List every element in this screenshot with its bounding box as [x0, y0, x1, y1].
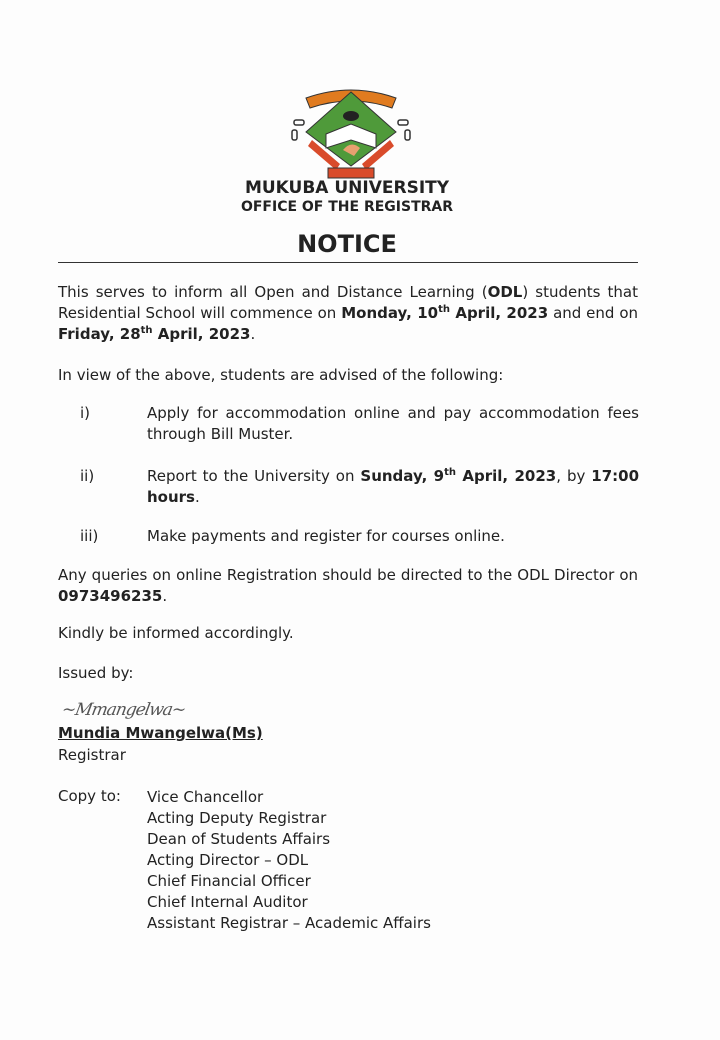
copy-recipient: Vice Chancellor — [147, 788, 264, 806]
copy-recipient: Acting Director – ODL — [147, 851, 309, 869]
copy-recipient: Dean of Students Affairs — [147, 830, 331, 848]
issued-by-label: Issued by: — [58, 664, 134, 682]
copy-recipient: Chief Internal Auditor — [147, 893, 308, 911]
university-logo — [288, 84, 414, 180]
signatory-title: Registrar — [58, 746, 126, 764]
queries-paragraph: Any queries on online Registration should be directed to the ODL Director on 0973496235. — [58, 566, 638, 605]
signatory-name: Mundia Mwangelwa(Ms) — [58, 724, 263, 742]
copy-recipient: Assistant Registrar – Academic Affairs — [147, 914, 431, 932]
advice-text: In view of the above, students are advised of the following: — [58, 366, 504, 384]
copy-to-label: Copy to: — [58, 787, 121, 805]
copy-recipient: Chief Financial Officer — [147, 872, 311, 890]
kindly-text: Kindly be informed accordingly. — [58, 624, 294, 642]
office-name: OFFICE OF THE REGISTRAR — [240, 199, 454, 215]
university-name: MUKUBA UNIVERSITY — [244, 178, 450, 198]
title-rule — [58, 262, 638, 263]
notice-title: NOTICE — [297, 230, 397, 258]
intro-paragraph: This serves to inform all Open and Distance Learning (ODL) students that Residential School will commence on Monday, 10th April, 2023 and end on Friday, 28th April, 2023. — [58, 283, 639, 343]
copy-recipient: Acting Deputy Registrar — [147, 809, 327, 827]
signature: ~Mmangelwa~ — [60, 700, 187, 720]
